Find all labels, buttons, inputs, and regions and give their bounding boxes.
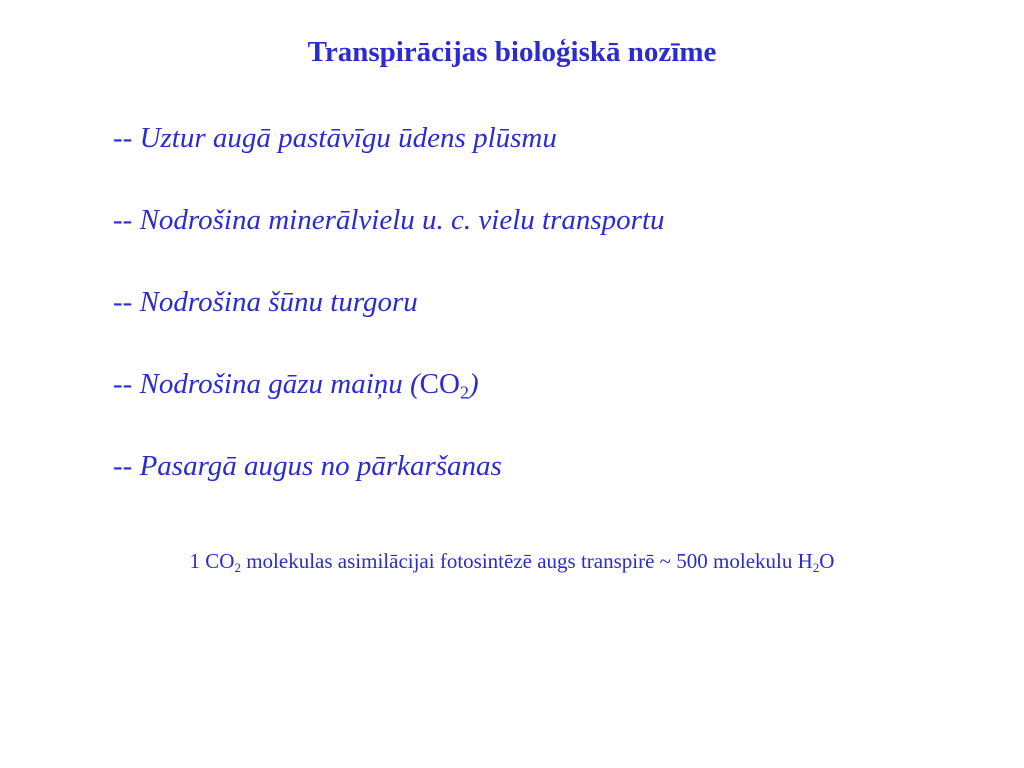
bullet-item bbox=[113, 280, 665, 362]
bullet-text: Nodrošina šūnu turgoru bbox=[139, 286, 418, 318]
bullet-close-paren: ) bbox=[468, 368, 479, 400]
co2-formula: CO bbox=[419, 368, 460, 400]
footnote-part2: molekulas asimilācijai fotosintēzē augs transpirē ~ 500 molekulu H bbox=[240, 549, 813, 573]
co2-subscript: 2 bbox=[459, 382, 469, 403]
bullet-item bbox=[113, 116, 665, 198]
footnote-part3: O bbox=[819, 549, 835, 573]
bullet-text: Pasargā augus no pārkaršanas bbox=[139, 450, 502, 482]
bullet-dash: -- bbox=[113, 450, 140, 482]
bullet-dash: -- bbox=[113, 286, 140, 318]
footnote bbox=[0, 546, 1024, 576]
bullet-item bbox=[113, 444, 665, 526]
bullet-dash: -- bbox=[113, 204, 140, 236]
bullet-text: Nodrošina minerālvielu u. c. vielu transportu bbox=[139, 204, 665, 236]
bullet-item bbox=[113, 198, 665, 280]
bullet-text: Uztur augā pastāvīgu ūdens plūsmu bbox=[139, 122, 557, 154]
bullet-text: Nodrošina gāzu maiņu ( bbox=[139, 368, 420, 400]
footnote-subscript-co2: 2 bbox=[234, 559, 241, 575]
bullet-item bbox=[113, 362, 665, 444]
bullet-dash: -- bbox=[113, 368, 140, 400]
bullet-dash: -- bbox=[113, 122, 140, 154]
slide-title: Transpirācijas bioloģiskā nozīme bbox=[307, 36, 717, 68]
footnote-part1: 1 CO bbox=[189, 549, 235, 573]
footnote-subscript-h2o: 2 bbox=[812, 559, 820, 575]
bullet-list bbox=[113, 116, 665, 526]
